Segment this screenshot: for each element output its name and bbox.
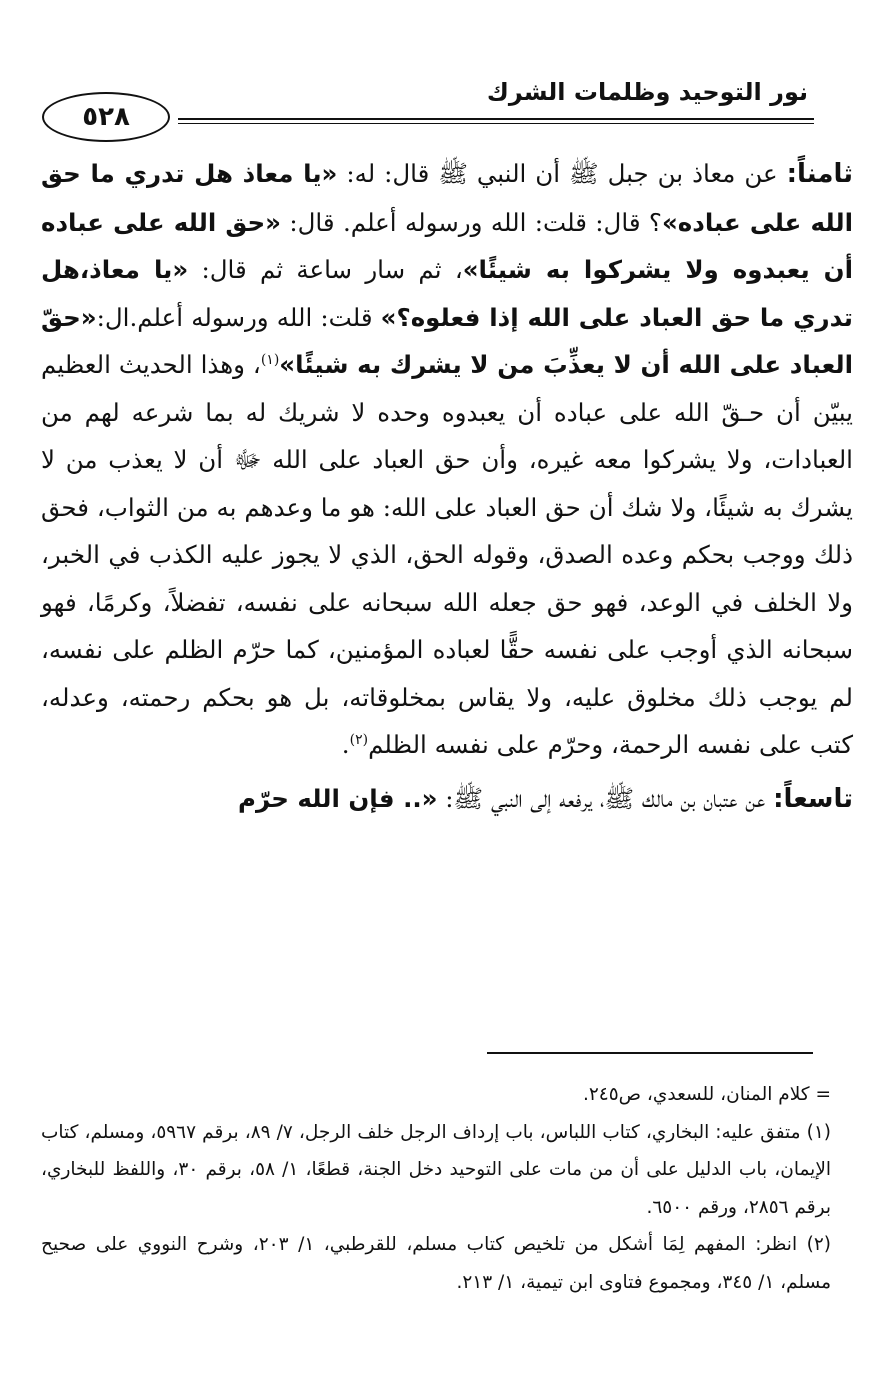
page-number: ٥٢٨ xyxy=(42,92,170,142)
hadith-quote: «يا معاذ،هل تدري ما حق العباد على الله إذا فعلوه؟» xyxy=(41,255,853,332)
footnote-1: (١) متفق عليه: البخاري، كتاب اللباس، باب إرداف الرجل خلف الرجل، ٧/ ٨٩، برقم ٥٩٦٧، ومسلم، كتاب الإيمان، باب الدليل على أن من مات على التوحيد دخل الجنة، قطعًا، ١/ ٥٨، برقم ٣٠، واللفظ للبخاري، برقم ٢٨٥٦، ورقم ٦٥٠٠. xyxy=(41,1121,832,1218)
footnote-2: (٢) انظر: المفهم لِمَا أشكل من تلخيص كتاب مسلم، للقرطبي، ١/ ٢٠٣، وشرح النووي على صحيح مسلم، ١/ ٣٤٥، ومجموع فتاوى ابن تيمية، ١/ ٢١٣. xyxy=(41,1234,831,1293)
header-rule xyxy=(178,118,814,124)
text-span: عن معاذ بن جبل ﷺ أن النبي ﷺ قال: له: xyxy=(337,159,787,188)
paragraph-eighth xyxy=(41,150,853,769)
running-title: نور التوحيد وظلمات الشرك xyxy=(486,78,808,106)
footnote-ref-1[interactable]: (١) xyxy=(260,351,280,368)
paragraph-lead: تاسعاً: xyxy=(773,783,853,814)
footnotes xyxy=(41,1076,831,1301)
footnote-continued-text: كلام المنان، للسعدي، ص٢٤٥. xyxy=(582,1084,810,1105)
hadith-quote: «يا معاذ هل تدري ما حق الله على عباده» xyxy=(41,159,854,237)
page-header xyxy=(42,70,814,132)
hadith-quote: «حق الله على عباده أن يعبدوه ولا يشركوا به شيئًا» xyxy=(41,207,853,284)
text-span: ، وهذا الحديث العظيم يبيّن أن حـقّ الله على عباده أن يعبدوه وحده لا شريك له بما شرعه لهم من العبادات، ولا يشركوا معه غيره، وأن حق العباد على الله ﷻ أن لا يعذب من لا يشرك به شيئًا، ولا شك أن حق العباد على الله: هو ما وعدهم به من الثواب، فحق ذلك ووجب بحكم وعده الصدق، وقوله الحق، الذي لا يجوز عليه الكذب في الخبر، ولا الخلف في الوعد، فهو حق جعله الله سبحانه على نفسه، تفضلاً، وكرمًا، فهو سبحانه الذي أوجب على نفسه حقًّا لعباده المؤمنين، كما حرّم الظلم على نفسه، لم يوجب ذلك مخلوق عليه، ولا يقاس بمخلوقاته، بل هو بحكم رحمته، وعدله، كتب على نفسه الرحمة، وحرّم على نفسه الظلم xyxy=(41,350,853,759)
text-span: قلت: الله ورسوله أعلم.ال: xyxy=(96,302,381,332)
footnote-separator xyxy=(487,1052,813,1054)
footnote-continuation-mark: = xyxy=(815,1084,831,1105)
text-span: . xyxy=(341,730,350,759)
paragraph-lead: ثامناً: xyxy=(786,159,853,189)
footnote-continued xyxy=(41,1076,831,1114)
text-span: ؟ قال: قلت: الله ورسوله أعلم. قال: xyxy=(280,207,662,237)
hadith-quote: «.. فإن الله حرّم xyxy=(238,783,438,813)
main-text xyxy=(41,150,853,823)
footnote-ref-2[interactable]: (٢) xyxy=(349,731,369,748)
text-span: ، ثم سار ساعة ثم قال: xyxy=(188,255,463,284)
hadith-quote: «حقّ العباد على الله أن لا يعذِّبَ من لا يشرك به شيئًا» xyxy=(41,302,853,379)
text-span: عن عتبان بن مالك ﷺ، يرفعه إلى النبي ﷺ: xyxy=(437,783,774,813)
paragraph-ninth xyxy=(41,775,853,824)
